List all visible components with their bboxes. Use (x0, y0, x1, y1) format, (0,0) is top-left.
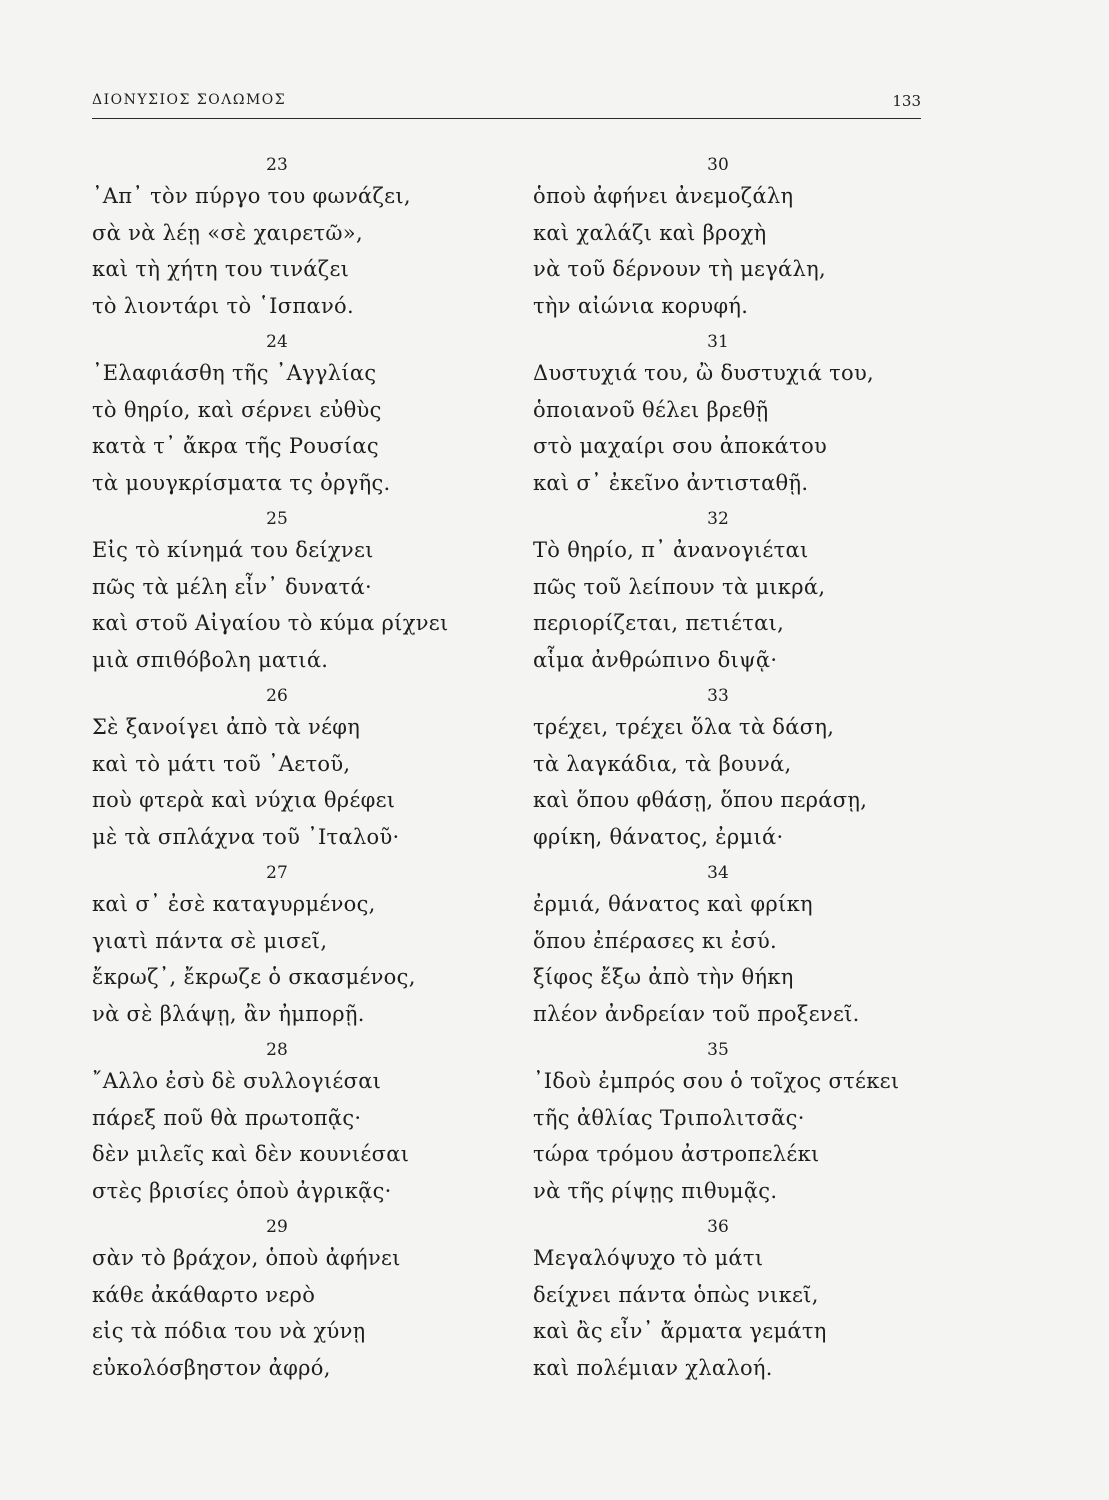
verse-line: πλέον ἀνδρείαν τοῦ προξενεῖ. (533, 1001, 860, 1026)
verse-line: καὶ σ᾿ ἐκεῖνο ἀντισταθῇ. (533, 470, 809, 495)
verse-line: καὶ ἂς εἶν᾿ ἄρματα γεμάτη (533, 1319, 827, 1343)
verse-line: Δυστυχιά του, ὢ δυστυχιά του, (533, 361, 874, 385)
verse-line: περιορίζεται, πετιέται, (533, 611, 785, 635)
stanza (92, 1037, 482, 1214)
stanza-number: 32 (707, 509, 729, 529)
stanza-number: 23 (266, 155, 288, 175)
verse-line: καὶ χαλάζι καὶ βροχὴ (533, 220, 767, 245)
verse-line: δείχνει πάντα ὁπὼς νικεῖ, (533, 1282, 819, 1307)
verse-line: σὰν τὸ βράχον, ὁποὺ ἀφήνει (92, 1246, 401, 1270)
verse-line: τῆς ἀθλίας Τριπολιτσᾶς· (533, 1105, 805, 1130)
verse-line: μὲ τὰ σπλάχνα τοῦ ᾿Ιταλοῦ· (92, 824, 400, 849)
verse-line: σὰ νὰ λέῃ «σὲ χαιρετῶ», (92, 220, 363, 245)
page-number: 133 (892, 92, 921, 110)
verse-line: ὁποιανοῦ θέλει βρεθῇ (533, 397, 769, 422)
stanza (533, 1214, 923, 1391)
verse-line: εὐκολόσβηστον ἀφρό, (92, 1355, 331, 1380)
stanza (533, 506, 923, 683)
verse-line: τὸ θηρίο, καὶ σέρνει εὐθὺς (92, 397, 382, 422)
verse-line: νὰ τοῦ δέρνουν τὴ μεγάλη, (533, 257, 827, 281)
verse-line: ᾿Απ᾿ τὸν πύργο του φωνάζει, (92, 184, 411, 208)
verse-line: τὰ λαγκάδια, τὰ βουνά, (533, 751, 792, 776)
verse-line: πῶς τὰ μέλη εἶν᾿ δυνατά· (92, 574, 373, 599)
verse-line: καὶ τὴ χήτη του τινάζει (92, 257, 350, 281)
stanza (92, 860, 482, 1037)
verse-line: ῎Αλλο ἐσὺ δὲ συλλογιέσαι (92, 1069, 382, 1093)
verse-line: αἷμα ἀνθρώπινο διψᾷ· (533, 647, 778, 672)
verse-line: γιατὶ πάντα σὲ μισεῖ, (92, 928, 328, 953)
stanza-number: 31 (707, 332, 729, 352)
verse-line: πάρεξ ποῦ θὰ πρωτοπᾷς· (92, 1105, 362, 1130)
stanza (92, 329, 482, 506)
verse-line: εἰς τὰ πόδια του νὰ χύνῃ (92, 1319, 366, 1343)
stanza-number: 36 (707, 1217, 729, 1237)
stanza-number: 24 (266, 332, 288, 352)
verse-line: δὲν μιλεῖς καὶ δὲν κουνιέσαι (92, 1142, 410, 1166)
verse-line: τὴν αἰώνια κορυφή. (533, 293, 749, 318)
verse-line: ξίφος ἔξω ἀπὸ τὴν θήκη (533, 965, 794, 989)
verse-line: Μεγαλόψυχο τὸ μάτι (533, 1246, 764, 1270)
left-column (92, 152, 482, 1391)
stanza (92, 506, 482, 683)
stanza-number: 27 (266, 863, 288, 883)
verse-line: στὲς βρισίες ὁποὺ ἀγρικᾷς· (92, 1178, 392, 1203)
stanza-number: 34 (707, 863, 729, 883)
verse-line: τρέχει, τρέχει ὅλα τὰ δάση, (533, 715, 835, 739)
stanza-number: 33 (707, 686, 729, 706)
stanza (533, 1037, 923, 1214)
stanza (92, 1214, 482, 1391)
verse-line: ἐρμιά, θάνατος καὶ φρίκη (533, 892, 813, 916)
right-column (533, 152, 923, 1391)
stanza (533, 329, 923, 506)
stanza-number: 30 (707, 155, 729, 175)
verse-line: Σὲ ξανοίγει ἀπὸ τὰ νέφη (92, 715, 361, 739)
stanza (533, 683, 923, 860)
stanza-number: 26 (266, 686, 288, 706)
verse-line: νὰ σὲ βλάψῃ, ἂν ἠμπορῇ. (92, 1001, 365, 1026)
stanza-number: 29 (266, 1217, 288, 1237)
verse-line: Τὸ θηρίο, π᾿ ἀνανογιέται (533, 538, 809, 562)
verse-line: μιὰ σπιθόβολη ματιά. (92, 647, 329, 672)
verse-line: φρίκη, θάνατος, ἐρμιά· (533, 824, 784, 849)
verse-line: ἔκρωζ᾿, ἔκρωζε ὁ σκασμένος, (92, 965, 416, 989)
verse-line: ᾿Ιδοὺ ἐμπρός σου ὁ τοῖχος στέκει (533, 1069, 900, 1093)
verse-line: τὸ λιοντάρι τὸ ῾Ισπανό. (92, 293, 354, 318)
header-author: ΔΙΟΝΥΣΙΟΣ ΣΟΛΩΜΟΣ (92, 92, 287, 108)
verse-line: τὰ μουγκρίσματα τς ὀργῆς. (92, 470, 391, 495)
stanza-number: 25 (266, 509, 288, 529)
verse-line: στὸ μαχαίρι σου ἀποκάτου (533, 434, 828, 458)
verse-line: καὶ τὸ μάτι τοῦ ᾿Αετοῦ, (92, 751, 351, 776)
verse-line: ᾿Ελαφιάσθη τῆς ᾿Αγγλίας (92, 361, 377, 385)
verse-line: νὰ τῆς ρίψῃς πιθυμᾷς. (533, 1178, 778, 1203)
verse-line: καὶ ὅπου φθάσῃ, ὅπου περάσῃ, (533, 788, 868, 812)
verse-line: ὁποὺ ἀφήνει ἀνεμοζάλη (533, 184, 794, 208)
verse-line: κατὰ τ᾿ ἄκρα τῆς Ρουσίας (92, 434, 379, 458)
stanza (533, 860, 923, 1037)
verse-line: ὅπου ἐπέρασες κι ἐσύ. (533, 928, 778, 953)
verse-line: ποὺ φτερὰ καὶ νύχια θρέφει (92, 788, 396, 812)
verse-line: καὶ σ᾿ ἐσὲ καταγυρμένος, (92, 892, 376, 916)
verse-line: κάθε ἀκάθαρτο νερὸ (92, 1282, 316, 1307)
verse-line: Εἰς τὸ κίνημά του δείχνει (92, 538, 374, 562)
verse-line: πῶς τοῦ λείπουν τὰ μικρά, (533, 574, 826, 599)
stanza-number: 35 (707, 1040, 729, 1060)
verse-line: καὶ πολέμιαν χλαλοή. (533, 1355, 773, 1380)
stanza (533, 152, 923, 329)
running-header (92, 88, 921, 119)
stanza-number: 28 (266, 1040, 288, 1060)
verse-line: τώρα τρόμου ἀστροπελέκι (533, 1142, 820, 1166)
verse-line: καὶ στοῦ Αἰγαίου τὸ κύμα ρίχνει (92, 611, 449, 635)
stanza (92, 683, 482, 860)
stanza (92, 152, 482, 329)
